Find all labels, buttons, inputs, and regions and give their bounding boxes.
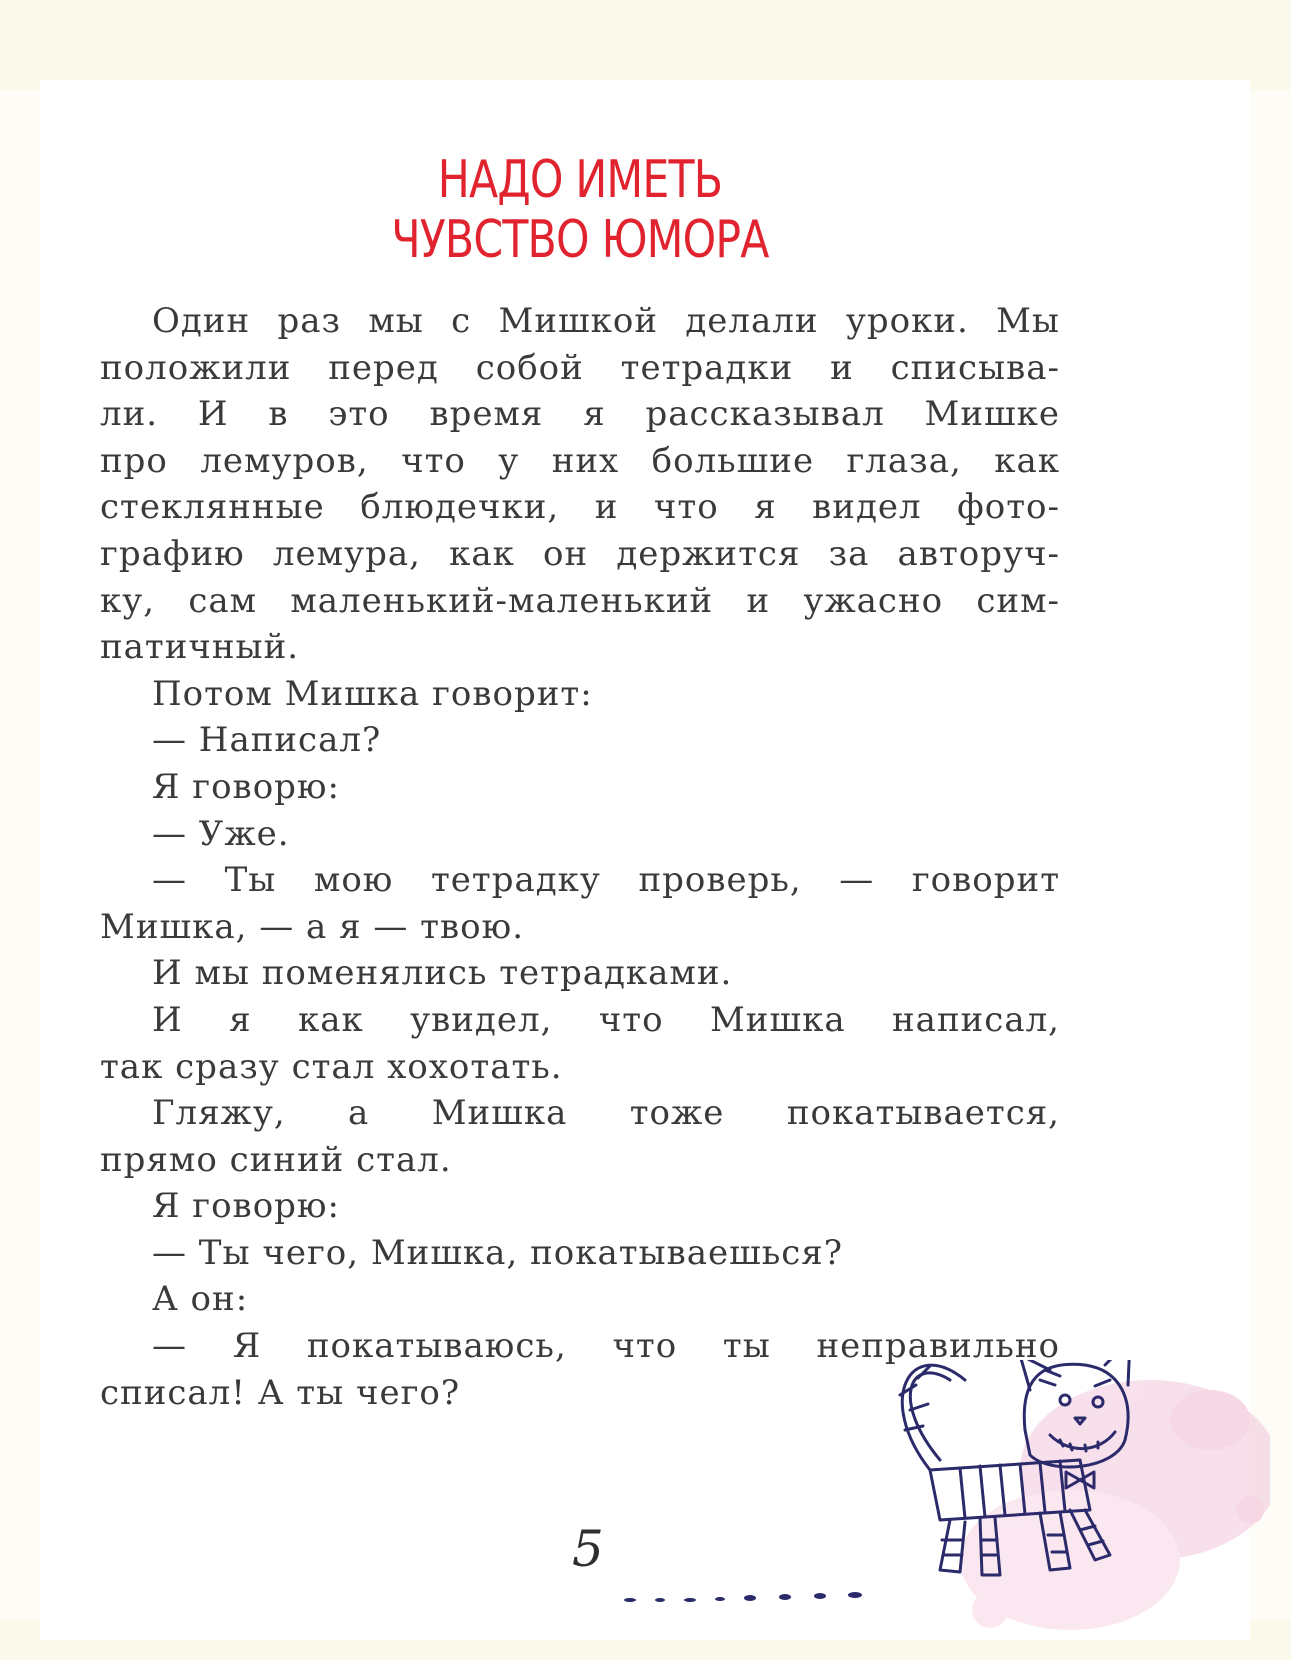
text-line: Гляжу, а Мишка тоже покатывается, <box>152 1093 1060 1134</box>
text-line: про лемуров, что у них большие глаза, как <box>100 440 1060 481</box>
text-line: — Написал? <box>152 720 382 761</box>
dotted-line-decoration <box>620 1580 900 1620</box>
text-line: Потом Мишка говорит: <box>152 673 593 714</box>
text-line: И мы поменялись тетрадками. <box>152 953 733 994</box>
text-line: — Ты мою тетрадку проверь, — говорит <box>152 860 1060 901</box>
text-line: графию лемура, как он держится за авторуч- <box>100 533 1060 574</box>
text-line: списал! А ты чего? <box>100 1372 461 1413</box>
chapter-title-line-2: ЧУВСТВО ЮМОРА <box>391 210 769 270</box>
text-line: ку, сам маленький-маленький и ужасно сим- <box>100 580 1060 621</box>
page-number: 5 <box>572 1520 604 1578</box>
text-line: патичный. <box>100 627 300 668</box>
text-line: — Я покатываюсь, что ты неправильно <box>152 1326 1060 1367</box>
text-line: — Ты чего, Мишка, покатываешься? <box>152 1232 843 1273</box>
text-line: так сразу стал хохотать. <box>100 1046 563 1087</box>
story-text <box>100 298 1060 1416</box>
text-line: Один раз мы с Мишкой делали уроки. Мы <box>152 301 1060 341</box>
text-line: ли. И в это время я рассказывал Мишке <box>100 394 1060 435</box>
chapter-title <box>104 150 1055 270</box>
text-line: А он: <box>152 1279 249 1320</box>
text-line: положили перед собой тетрадки и списыва- <box>100 347 1060 388</box>
text-line: И я как увидел, что Мишка написал, <box>152 999 1060 1040</box>
text-line: Я говорю: <box>152 1186 340 1227</box>
chapter-title-line-1: НАДО ИМЕТЬ <box>437 150 723 210</box>
paper-edge <box>0 0 1291 90</box>
hand-drawn-striped-cat-icon <box>870 1360 1270 1660</box>
text-line: Я говорю: <box>152 766 340 807</box>
text-line: прямо синий стал. <box>100 1139 452 1180</box>
text-line: — Уже. <box>152 813 290 854</box>
text-line: Мишка, — а я — твою. <box>100 906 524 947</box>
text-line: стеклянные блюдечки, и что я видел фото- <box>100 487 1060 528</box>
